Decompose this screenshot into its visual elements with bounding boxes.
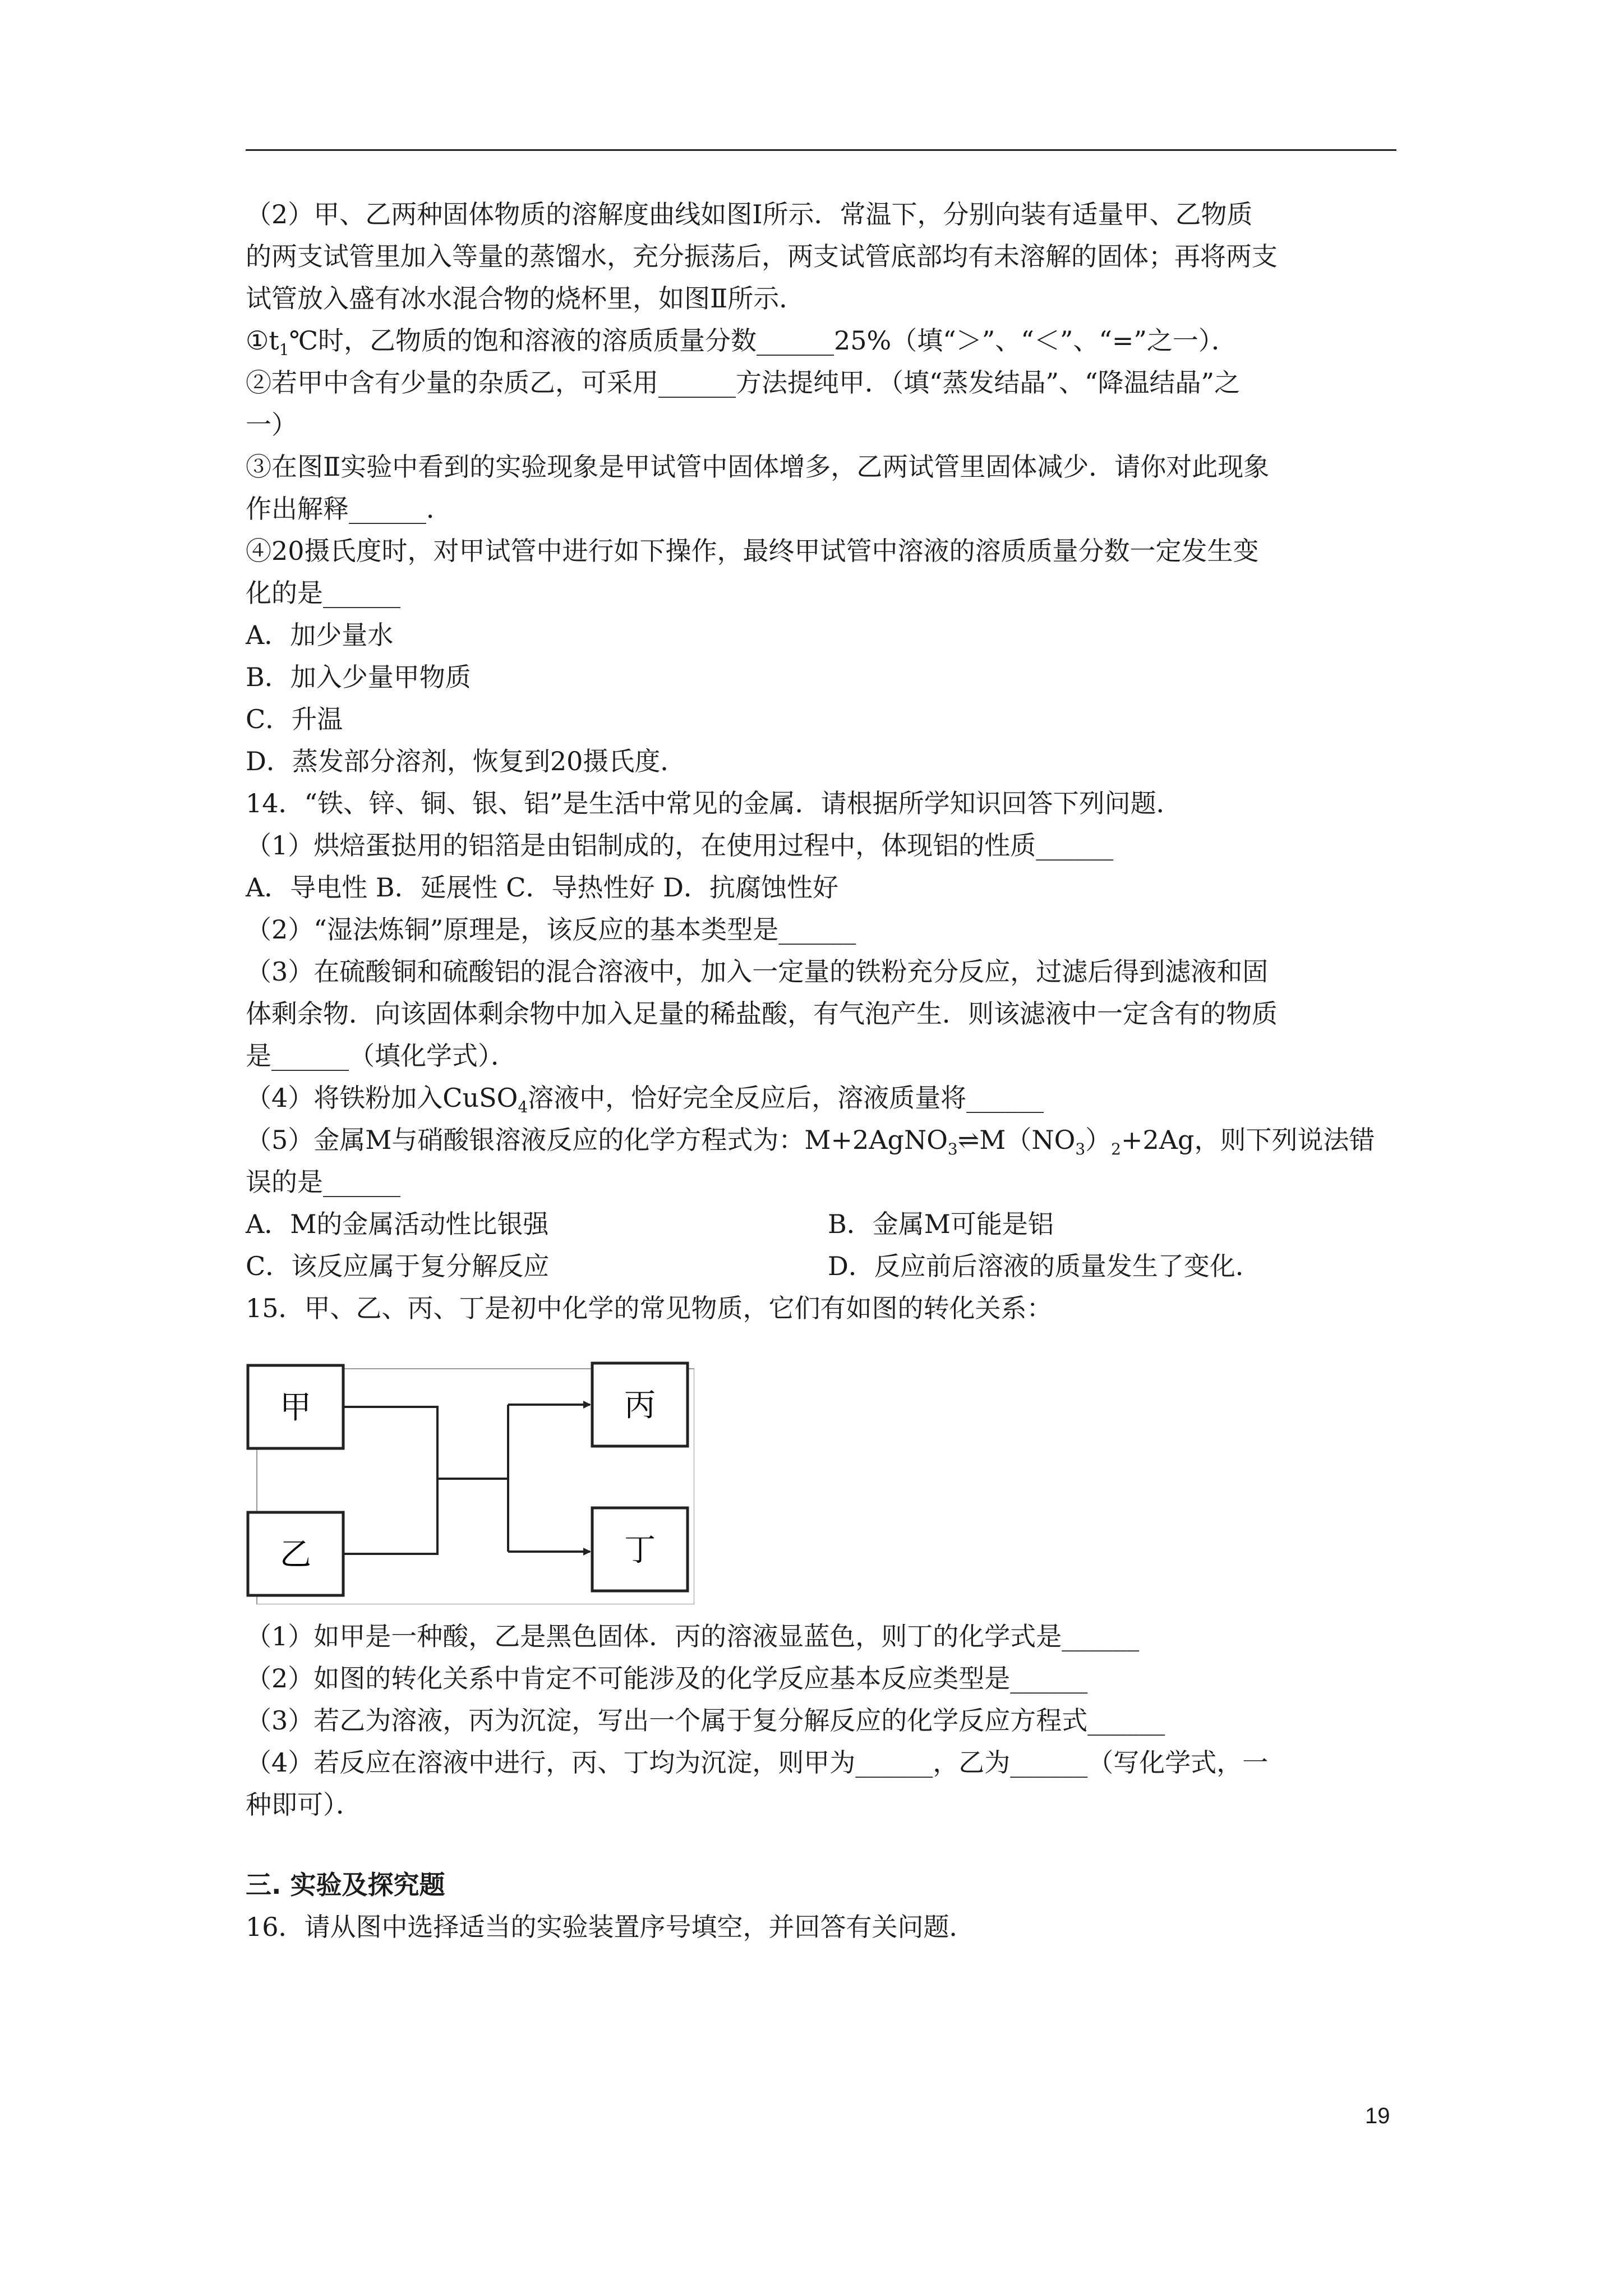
text-line: （2）“湿法炼铜”原理是，该反应的基本类型是______ xyxy=(246,914,856,945)
text-line: 作出解释______． xyxy=(246,494,452,524)
header-rule xyxy=(246,149,1396,151)
box-bing xyxy=(592,1363,688,1446)
option-d: D．反应前后溶液的质量发生了变化． xyxy=(828,1251,1261,1281)
svg-text:乙: 乙 xyxy=(280,1536,311,1573)
text-line: （5）金属M与硝酸银溶液反应的化学方程式为：$M+2AgNO_3\rightleftharpoons M(NO_3)_2+2Ag$，则下列说法错 xyxy=(246,1125,1375,1159)
svg-text:丙: 丙 xyxy=(624,1387,656,1424)
text-line: （2）如图的转化关系中肯定不可能涉及的化学反应基本反应类型是______ xyxy=(246,1663,1088,1694)
svg-text:丁: 丁 xyxy=(624,1532,656,1568)
text-line: ③在图Ⅱ实验中看到的实验现象是甲试管中固体增多，乙两试管里固体减少．请你对此现象 xyxy=(246,452,1270,482)
text-line: 一） xyxy=(246,409,297,440)
text-line: （4）将铁粉加入CuSO$_4$溶液中，恰好完全反应后，溶液质量将______ xyxy=(246,1083,1044,1117)
connector-lines xyxy=(343,1405,590,1554)
box-yi xyxy=(248,1512,343,1595)
text-line: （3）在硫酸铜和硫酸铝的混合溶液中，加入一定量的铁粉充分反应，过滤后得到滤液和固 xyxy=(246,956,1269,987)
text-line: $①t_1℃$时，乙物质的饱和溶液的溶质质量分数______25%（填“＞”、“＜”、“=”之一）． xyxy=(246,325,1237,360)
question-16: 16．请从图中选择适当的实验装置序号填空，并回答有关问题． xyxy=(246,1912,975,1942)
text-line: （2）甲、乙两种固体物质的溶解度曲线如图Ⅰ所示．常温下，分别向装有适量甲、乙物质 xyxy=(246,199,1253,229)
conversion-diagram xyxy=(246,1358,694,1604)
question-14: 14．“铁、锌、铜、银、铝”是生活中常见的金属．请根据所学知识回答下列问题． xyxy=(246,788,1182,818)
option-b: B．加入少量甲物质 xyxy=(246,662,471,692)
text-line: 化的是______ xyxy=(246,578,400,608)
text-line: （4）若反应在溶液中进行，丙、丁均为沉淀，则甲为______，乙为______（写化学式，一 xyxy=(246,1747,1269,1778)
text-line: 体剩余物．向该固体剩余物中加入足量的稀盐酸，有气泡产生．则该滤液中一定含有的物质 xyxy=(246,999,1278,1029)
page-number: 19 xyxy=(1365,2104,1390,2128)
section-title: 三. 实验及探究题 xyxy=(246,1870,445,1900)
text-line: ②若甲中含有少量的杂质乙，可采用______方法提纯甲．（填“蒸发结晶”、“降温结晶”之 xyxy=(246,367,1241,398)
svg-text:甲: 甲 xyxy=(280,1389,311,1426)
text-line: 种即可）． xyxy=(246,1789,362,1820)
option-d: D．蒸发部分溶剂，恢复到20摄氏度． xyxy=(246,746,686,776)
box-jia xyxy=(248,1365,343,1448)
text-line: 是______（填化学式）． xyxy=(246,1041,517,1071)
question-15: 15．甲、乙、丙、丁是初中化学的常见物质，它们有如图的转化关系： xyxy=(246,1293,1053,1323)
text-line: （3）若乙为溶液，丙为沉淀，写出一个属于复分解反应的化学反应方程式______ xyxy=(246,1705,1165,1736)
box-ding xyxy=(592,1508,688,1591)
option-b: B．金属M可能是铝 xyxy=(828,1209,1054,1239)
text-line: A．导电性 B．延展性 C．导热性好 D．抗腐蚀性好 xyxy=(246,872,838,903)
text-line: （1）如甲是一种酸，乙是黑色固体．丙的溶液显蓝色，则丁的化学式是______ xyxy=(246,1621,1140,1651)
text-line: 试管放入盛有冰水混合物的烧杯里，如图Ⅱ所示． xyxy=(246,283,805,314)
option-c: C．该反应属于复分解反应 xyxy=(246,1251,550,1281)
option-c: C．升温 xyxy=(246,704,343,734)
text-line: ④20摄氏度时，对甲试管中进行如下操作，最终甲试管中溶液的溶质质量分数一定发生变 xyxy=(246,536,1259,566)
option-a: A．M的金属活动性比银强 xyxy=(246,1209,549,1239)
option-a: A．加少量水 xyxy=(246,620,394,650)
text-line: 误的是______ xyxy=(246,1167,400,1197)
text-line: （1）烘焙蛋挞用的铝箔是由铝制成的，在使用过程中，体现铝的性质______ xyxy=(246,830,1114,861)
text-line: 的两支试管里加入等量的蒸馏水，充分振荡后，两支试管底部均有未溶解的固体；再将两支 xyxy=(246,241,1278,272)
